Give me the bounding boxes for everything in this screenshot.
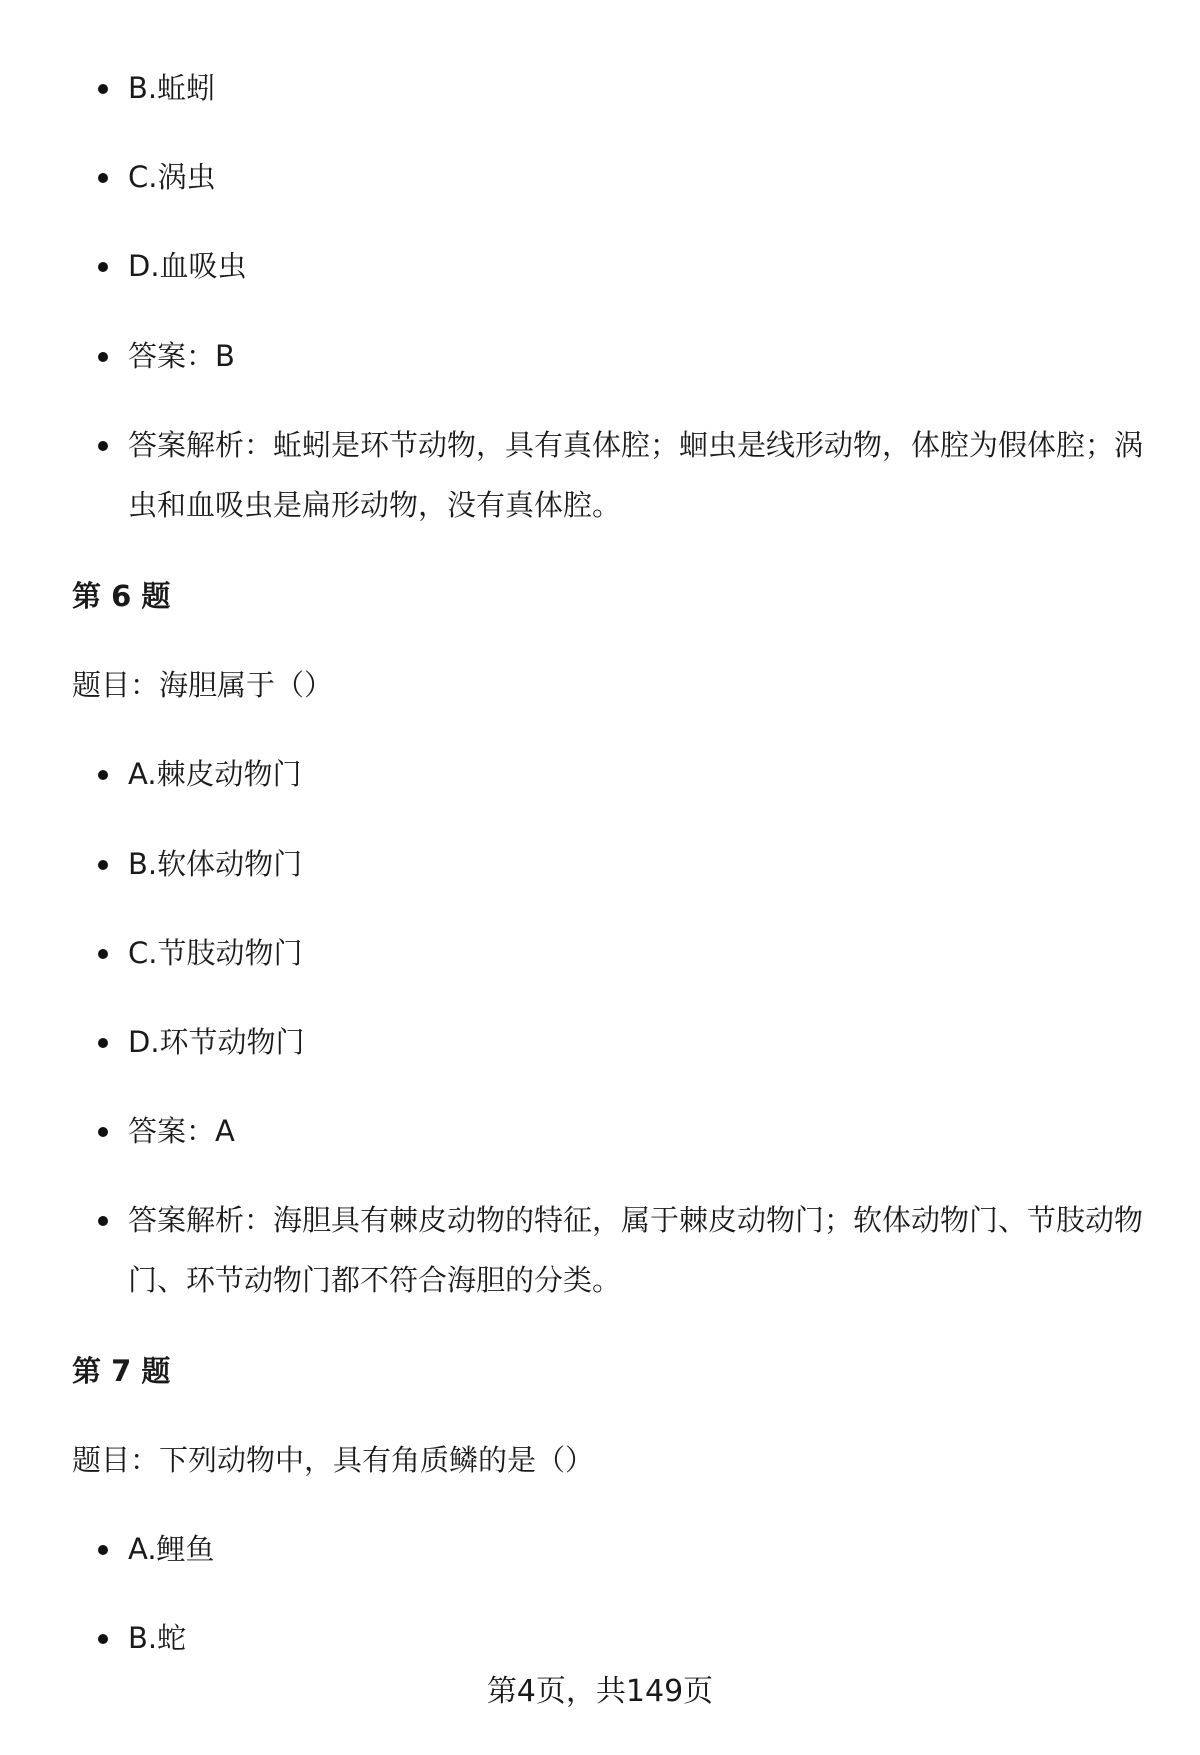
page-number: 第4页，共149页 — [486, 1674, 714, 1709]
q6-option-c: C.节肢动物门 — [128, 923, 1148, 983]
q7-heading: 第 7 题 — [72, 1354, 171, 1388]
q7-option-a: A.鲤鱼 — [128, 1519, 1148, 1579]
q6-option-a: A.棘皮动物门 — [128, 744, 1148, 804]
q5-answer: 答案：B — [128, 326, 1148, 386]
q7-stem: 题目：下列动物中，具有角质鳞的是（） — [72, 1443, 595, 1477]
q6-option-d: D.环节动物门 — [128, 1012, 1148, 1072]
q6-analysis: 答案解析：海胆具有棘皮动物的特征，属于棘皮动物门；软体动物门、节肢动物门、环节动物门都不符合海胆的分类。 — [128, 1190, 1148, 1310]
q6-stem: 题目：海胆属于（） — [72, 668, 334, 702]
q5-option-d: D.血吸虫 — [128, 236, 1148, 296]
q5-option-c: C.涡虫 — [128, 147, 1148, 207]
q6-option-b: B.软体动物门 — [128, 834, 1148, 894]
q6-answer: 答案：A — [128, 1101, 1148, 1161]
q5-analysis: 答案解析：蚯蚓是环节动物，具有真体腔；蛔虫是线形动物，体腔为假体腔；涡虫和血吸虫是扁形动物，没有真体腔。 — [128, 415, 1148, 535]
q5-option-b: B.蚯蚓 — [128, 58, 1148, 118]
q6-heading: 第 6 题 — [72, 579, 171, 613]
q7-option-b: B.蛇 — [128, 1608, 1148, 1668]
